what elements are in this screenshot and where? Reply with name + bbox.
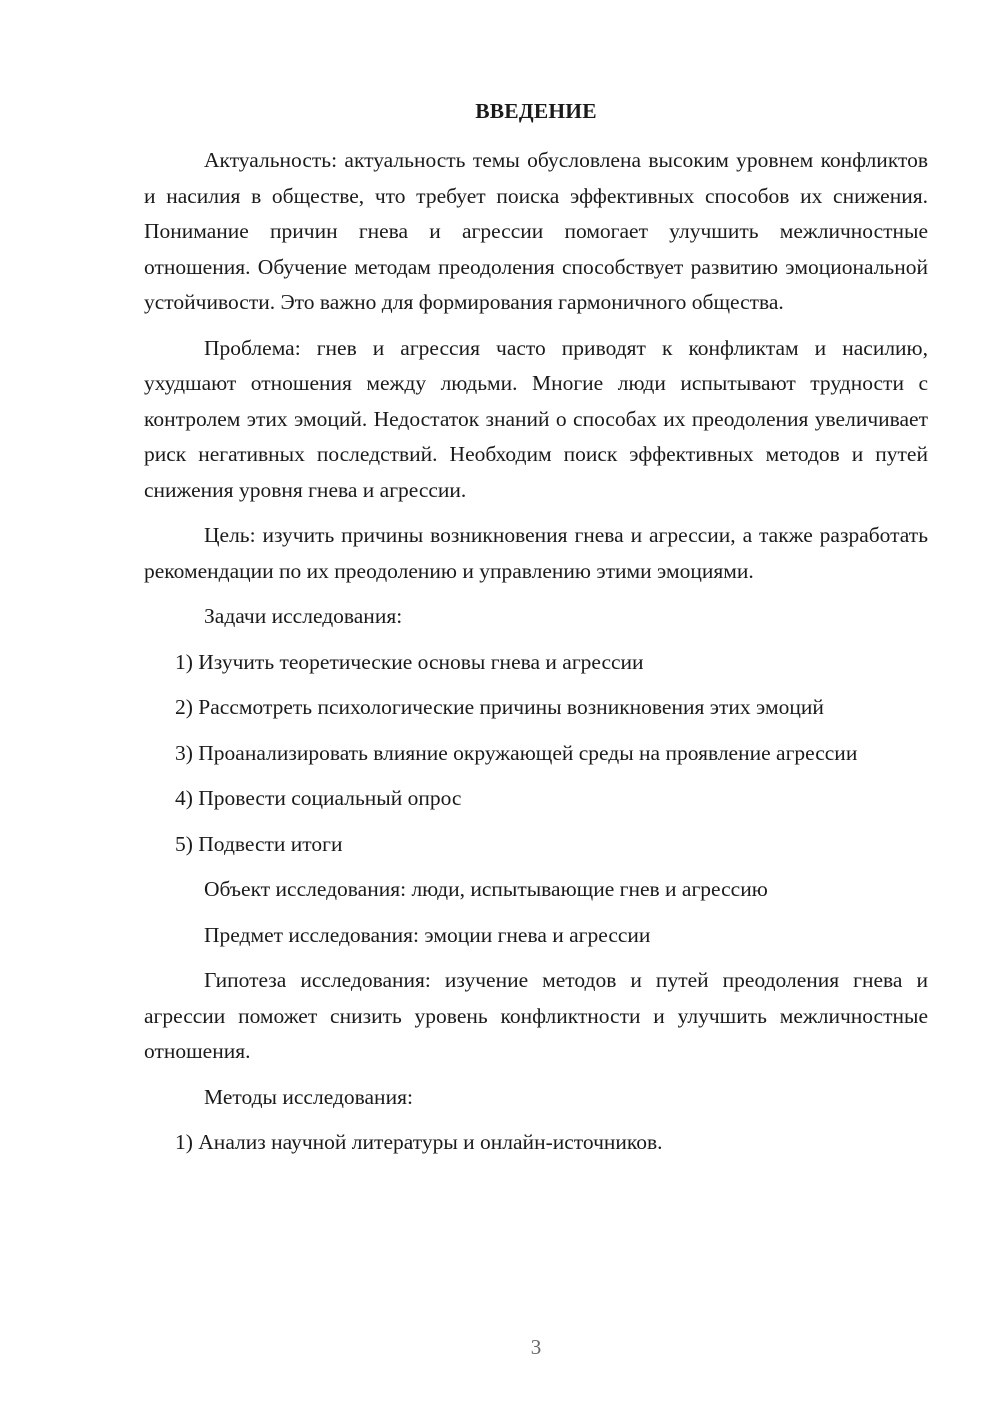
task-item: 2) Рассмотреть психологические причины возникновения этих эмоций xyxy=(175,695,824,719)
paragraph-object: Объект исследования: люди, испытывающие гнев и агрессию xyxy=(204,877,768,901)
task-item: 3) Проанализировать влияние окружающей среды на проявление агрессии xyxy=(175,740,858,765)
page-number: 3 xyxy=(530,1335,542,1359)
paragraph-relevance: Актуальность: актуальность темы обусловлена высоким уровнем конфликтов и насилия в обществе, что требует поиска эффективных способов их снижения. Понимание причин гнева и агрессии помогает улучшить межличностные отношения. Обучение методам преодоления способствует развитию эмоциональной устойчивости. Это важно для формирования гармоничного общества. xyxy=(144,148,928,314)
paragraph-goal: Цель: изучить причины возникновения гнева и агрессии, а также разработать рекомендации по их преодолению и управлению этими эмоциями. xyxy=(144,523,928,583)
task-item: 1) Изучить теоретические основы гнева и агрессии xyxy=(175,649,644,674)
paragraph-problem: Проблема: гнев и агрессия часто приводят к конфликтам и насилию, ухудшают отношения между людьми. Многие люди испытывают трудности с контролем этих эмоций. Недостаток знаний о способах их преодоления увеличивает риск негативных последствий. Необходим поиск эффективных методов и путей снижения уровня гнева и агрессии. xyxy=(144,335,928,502)
tasks-heading: Задачи исследования: xyxy=(204,604,403,628)
task-item: 5) Подвести итоги xyxy=(175,831,343,856)
document-body xyxy=(144,143,928,1171)
paragraph-subject: Предмет исследования: эмоции гнева и агрессии xyxy=(204,922,651,947)
page-title: ВВЕДЕНИЕ xyxy=(475,99,597,123)
methods-heading: Методы исследования: xyxy=(204,1084,413,1109)
method-item: 1) Анализ научной литературы и онлайн-источников. xyxy=(175,1130,663,1154)
task-item: 4) Провести социальный опрос xyxy=(175,786,462,810)
paragraph-hypothesis: Гипотеза исследования: изучение методов и путей преодоления гнева и агрессии поможет снизить уровень конфликтности и улучшить межличностные отношения. xyxy=(144,968,928,1063)
